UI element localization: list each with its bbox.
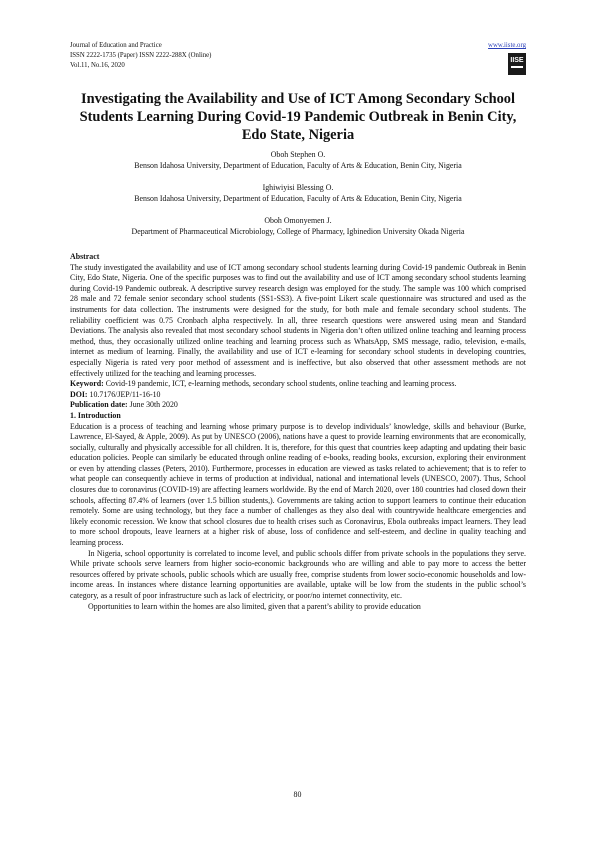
page-number: 80 xyxy=(293,790,302,799)
keywords-line xyxy=(70,379,526,390)
paper-body xyxy=(70,252,526,612)
journal-header xyxy=(70,41,526,71)
logo-bar xyxy=(511,66,523,68)
publication-date-line xyxy=(70,400,526,411)
author-affiliation: Benson Idahosa University, Department of Education, Faculty of Arts & Education, Benin City, Nigeria xyxy=(134,193,462,203)
publication-date-value: June 30th 2020 xyxy=(129,400,178,410)
volume-line: Vol.11, No.16, 2020 xyxy=(70,62,125,69)
keywords-text: Covid-19 pandemic, ICT, e-learning methods, secondary school students, online teaching and learning process. xyxy=(105,379,457,389)
author-name: Oboh Omonyemen J. xyxy=(264,216,332,225)
intro-paragraph: Opportunities to learn within the homes are also limited, given that a parent’s ability to provide education xyxy=(88,601,421,611)
issn-line: ISSN 2222-1735 (Paper) ISSN 2222-288X (Online) xyxy=(70,52,212,59)
doi-label: DOI: xyxy=(70,389,88,399)
doi-value: 10.7176/JEP/11-16-10 xyxy=(89,389,161,399)
keywords-label: Keyword: xyxy=(70,379,104,389)
journal-url-link[interactable]: www.iiste.org xyxy=(488,42,526,49)
introduction-heading: 1. Introduction xyxy=(70,410,121,420)
abstract-heading: Abstract xyxy=(70,252,100,261)
author-entry xyxy=(70,150,526,171)
journal-name: Journal of Education and Practice xyxy=(70,42,162,49)
author-name: Ighiwiyisi Blessing O. xyxy=(262,183,334,192)
author-name: Oboh Stephen O. xyxy=(270,150,326,159)
intro-paragraph: Education is a process of teaching and learning whose primary purpose is to develop individuals’ knowledge, skills and behaviour (Burke, Lawrence, El-Sayed, & Apple, 2009). As put by UNESCO (2006), nations have a quest to provide learning environments that are economically, socially, culturally and physically accessible for all children. It is, therefore, for this quest that countries keep adapting and updating their basic education policies. People can similarly be educated through online reading of e-books, reading books, excursion, exploring their environment or even by attending classes (Peters, 2010). Furthermore, processes in education are viewed as tasks related to achievement; that is to refer to what people can consequently achieve in terms of production at individual, national and international levels (UNESCO, 2007). Thus, School closures due to coronavirus (COVID-19) are affecting learners worldwide. By the end of March 2020, over 180 countries had closed down their schools, affecting 87.4% of learners (over 1.5 billion students,). Governments are taking action to support learners to continue their education remotely. Some are using technology, but they face a number of challenges as they also deal with countrywide healthcare emergencies and likely economic recession. We know that school closures due to health crises such as Coronavirus, Ebola outbreaks impact learners. They lead to more school dropouts, leave learners at a higher risk of abuse, loss of confidence and self-esteem, and decline in quality teaching and learning process. xyxy=(70,421,526,548)
author-affiliation: Department of Pharmaceutical Microbiology, College of Pharmacy, Igbinedion University Okada Nigeria xyxy=(131,226,465,236)
publication-date-label: Publication date: xyxy=(70,400,128,410)
iiste-logo-icon xyxy=(508,53,526,75)
doi-line xyxy=(70,390,526,401)
author-block xyxy=(70,150,526,249)
abstract-text: The study investigated the availability and use of ICT among secondary school students learning during Covid-19 pandemic Outbreak in Benin City, Edo State, Nigeria. One of the specific purposes was to find out the availability and use of ICT among secondary school students learning during Covid-19 Pandemic outbreak. A descriptive survey research design was employed for the study. The sample was 100 which comprised 28 male and 72 female senior secondary school students (SS1-SS3). A five-point Likert scale questionnaire was structured and used as the instruments for data collection. The instruments were designed for the study, for both male and female secondary school students. The reliability coefficient was 0.75 Cronbach alpha respectively. In all, three research questions were answered using mean and Standard Deviations. The analysis also revealed that most secondary school students in Nigeria don’t often utilized online teaching and learning process method, thus, they occasionally utilized online teaching and learning process such as WhatsApp, SMS message, radio, television, e-mails, internet as medium of learning. Finally, the availability and use of ICT e-learning for secondary school students in developing countries, especially Nigeria is rated very poor method of assessment and is ineffective, but also observed that other assessment methods are not effectively utilized for the teaching and learning processes. xyxy=(70,262,526,378)
author-affiliation: Benson Idahosa University, Department of Education, Faculty of Arts & Education, Benin City, Nigeria xyxy=(134,160,462,170)
logo-text: IISE xyxy=(510,57,524,64)
paper-title: Investigating the Availability and Use of ICT Among Secondary School Students Learning During Covid-19 Pandemic Outbreak in Benin City, Edo State, Nigeria xyxy=(79,91,517,143)
author-entry xyxy=(70,183,526,204)
author-entry xyxy=(70,216,526,237)
intro-paragraph: In Nigeria, school opportunity is correlated to income level, and public schools differ from private schools in the populations they serve. While private schools serve learners from higher socio-economic backgrounds who are willing and able to pay more to access the better resources offered by private schools, public schools which are usually free, comprise students from lower socio-economic households and low-income areas. In instances where distance learning opportunities are available, uptake will be low from the students in the public school’s category, as a result of poor infrastructure such as lack of electricity, or poor/no internet connectivity, etc. xyxy=(70,548,526,600)
